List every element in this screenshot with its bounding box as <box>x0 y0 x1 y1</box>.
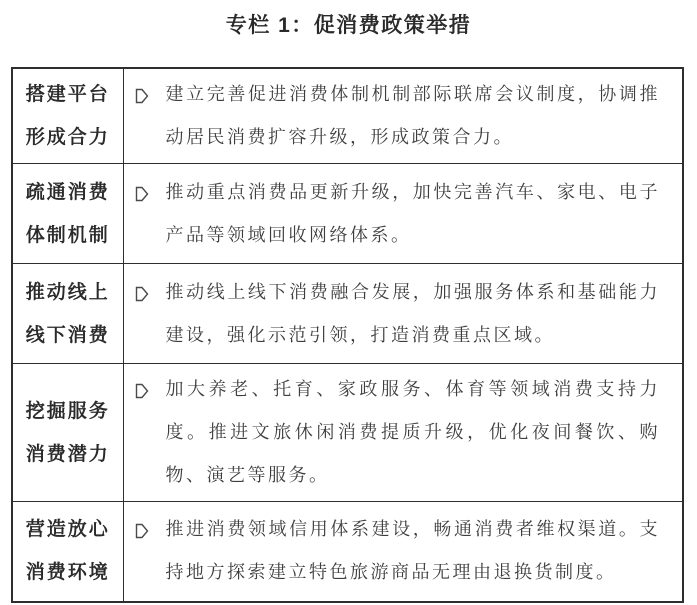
row-content <box>123 164 683 264</box>
pentagon-arrow-bullet-icon <box>135 523 149 539</box>
row-label <box>12 68 123 164</box>
pentagon-arrow-bullet-icon <box>135 383 149 399</box>
table-row <box>12 68 683 164</box>
row-label-line1: 营造放心 <box>25 519 110 541</box>
row-label <box>12 164 123 264</box>
row-label-line2: 消费潜力 <box>25 443 110 465</box>
row-text: 推动重点消费品更新升级，加快完善汽车、家电、电子产品等领域回收网络体系。 <box>165 181 660 245</box>
row-label-line2: 线下消费 <box>25 324 110 346</box>
row-label-line1: 推动线上 <box>25 281 110 303</box>
row-text: 推进消费领域信用体系建设，畅通消费者维权渠道。支持地方探索建立特色旅游商品无理由退换货制度。 <box>165 519 660 583</box>
row-label <box>12 364 123 502</box>
row-label <box>12 502 123 602</box>
table-row <box>12 502 683 602</box>
policy-table <box>11 67 684 603</box>
pentagon-arrow-bullet-icon <box>135 88 149 104</box>
row-label-line2: 消费环境 <box>25 562 110 584</box>
row-text: 推动线上线下消费融合发展，加强服务体系和基础能力建设，强化示范引领，打造消费重点区域。 <box>165 281 660 345</box>
row-text: 建立完善促进消费体制机制部际联席会议制度，协调推动居民消费扩容升级，形成政策合力。 <box>165 84 660 147</box>
pentagon-arrow-bullet-icon <box>135 286 149 302</box>
box-title: 专栏 1：促消费政策举措 <box>225 14 472 37</box>
row-content <box>123 68 683 164</box>
row-label <box>12 264 123 364</box>
row-text: 加大养老、托育、家政服务、体育等领域消费支持力度。推进文旅休闲消费提质升级，优化夜间餐饮、购物、演艺等服务。 <box>165 379 660 485</box>
row-label-line2: 体制机制 <box>25 224 110 246</box>
table-row <box>12 364 683 502</box>
row-label-line1: 挖掘服务 <box>25 400 110 422</box>
row-label-line1: 搭建平台 <box>25 84 110 105</box>
row-content <box>123 502 683 602</box>
pentagon-arrow-bullet-icon <box>135 186 149 202</box>
table-row <box>12 264 683 364</box>
row-label-line1: 疏通消费 <box>25 181 110 203</box>
row-content <box>123 364 683 502</box>
table-row <box>12 164 683 264</box>
row-label-line2: 形成合力 <box>25 127 110 148</box>
row-content <box>123 264 683 364</box>
